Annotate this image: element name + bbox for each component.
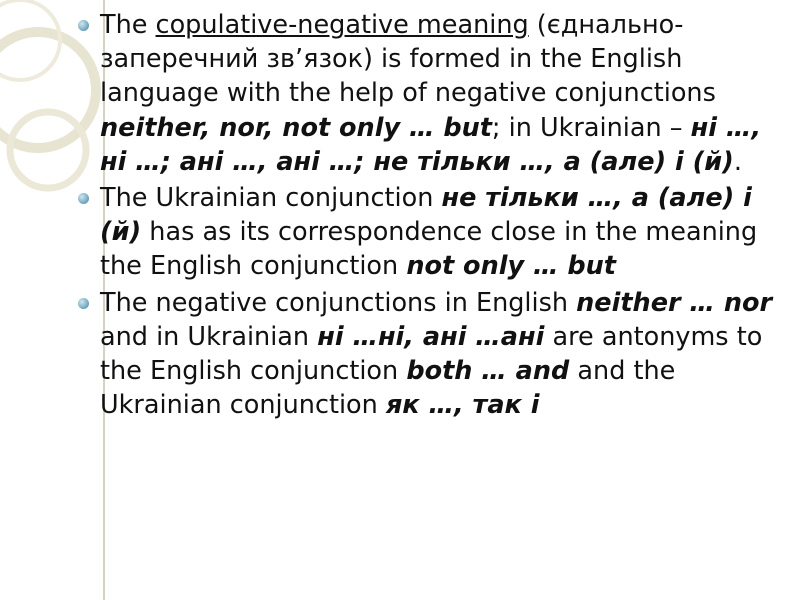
- text-run-bold-italic: both … and: [406, 356, 570, 387]
- text-run-bold-italic: neither … nor: [576, 287, 773, 318]
- text-run-bold-italic: ні …, ні …; ані …, ані …; не тільки …, а (але) і (й): [100, 112, 762, 177]
- text-run-bold-italic: not only … but: [406, 251, 616, 282]
- bullet-item: [78, 286, 778, 423]
- text-run: has as its correspondence close in the meaning the English conjunction: [100, 217, 758, 282]
- text-run: and in Ukrainian: [100, 321, 318, 352]
- text-run: The Ukrainian conjunction: [100, 183, 442, 214]
- bullet-icon: [78, 20, 89, 31]
- bullet-item: [78, 181, 778, 284]
- bullet-item: [78, 8, 778, 179]
- text-run: The negative conjunctions in English: [100, 287, 577, 318]
- text-run-underlined: copulative-negative meaning: [155, 10, 529, 40]
- bullet-list: [78, 8, 778, 422]
- bullet-icon: [78, 193, 89, 204]
- text-run-bold-italic: neither, nor, not only … but: [100, 112, 492, 143]
- text-run-bold-italic: не тільки …, а (але) і (й): [100, 183, 752, 248]
- bullet-icon: [78, 298, 89, 309]
- text-run-bold-italic: ні …ні, ані …ані: [317, 321, 545, 352]
- text-run-bold-italic: як …, так і: [385, 390, 540, 421]
- slide-content: [78, 8, 778, 424]
- text-run: .: [733, 146, 742, 177]
- text-run: ; in Ukrainian –: [491, 112, 691, 143]
- text-run: (єднально-заперечний зв’язок) is formed in the English language with the help of negative conjunctions: [100, 10, 716, 109]
- text-run: and the Ukrainian conjunction: [100, 356, 676, 421]
- text-run: The: [100, 10, 156, 40]
- text-run: are antonyms to the English conjunction: [100, 321, 763, 387]
